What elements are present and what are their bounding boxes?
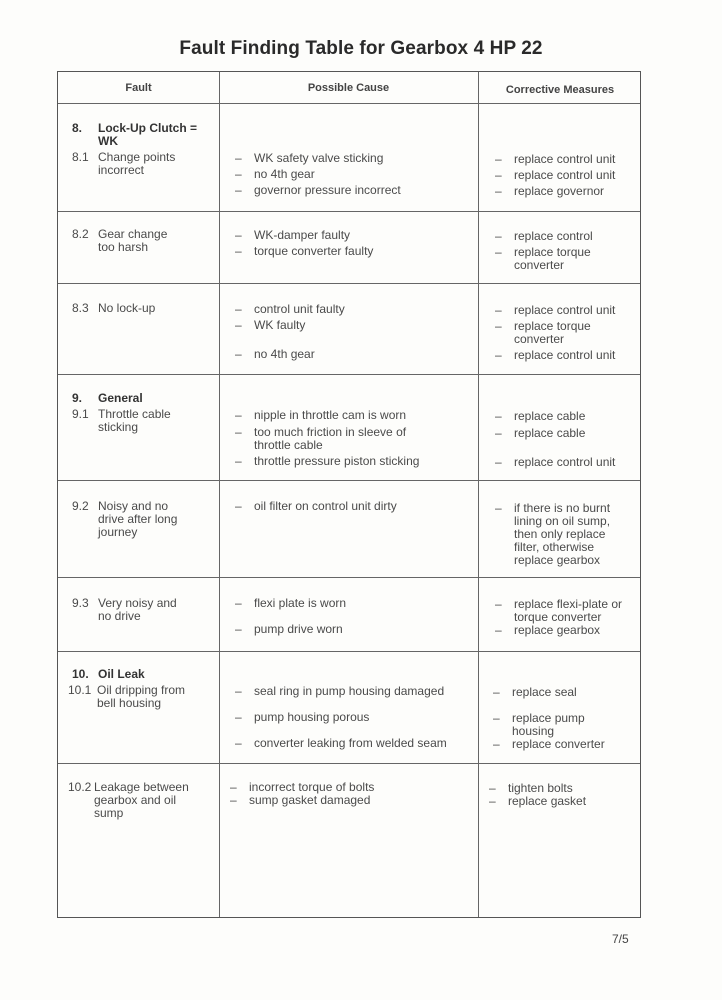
cause-text: too much friction in sleeve of throttle cable <box>254 425 407 452</box>
row-divider <box>58 283 640 284</box>
fault-item <box>72 302 208 315</box>
dash: – <box>235 244 242 258</box>
fault-text: No lock-up <box>98 301 156 315</box>
section-label: Lock-Up Clutch = WK <box>98 121 198 148</box>
dash: – <box>495 623 502 637</box>
measure-item <box>489 795 629 808</box>
cause-text: incorrect torque of bolts <box>249 780 375 794</box>
measure-text: replace seal <box>512 685 577 699</box>
fault-table <box>57 71 641 918</box>
dash: – <box>235 425 242 439</box>
measure-item <box>495 320 615 346</box>
cause-item <box>235 303 465 316</box>
section-heading <box>72 122 217 148</box>
dash: – <box>495 597 502 611</box>
cause-item <box>235 409 465 422</box>
fault-item <box>72 151 193 177</box>
column-divider <box>219 72 220 917</box>
dash: – <box>495 245 502 259</box>
measure-item <box>495 427 635 440</box>
page-number: 7/5 <box>612 932 629 946</box>
measure-text: if there is no burnt lining on oil sump, then only replace filter, otherwise replace gearbox <box>514 501 611 567</box>
cause-item <box>235 184 465 197</box>
dash: – <box>495 229 502 243</box>
cause-item <box>235 245 465 258</box>
cause-text: governor pressure incorrect <box>254 183 401 197</box>
measure-text: replace pump housing <box>512 711 585 738</box>
dash: – <box>235 183 242 197</box>
fault-text: Leakage between gearbox and oil sump <box>94 780 189 820</box>
fault-item <box>68 781 194 820</box>
dash: – <box>230 780 237 794</box>
cause-text: seal ring in pump housing damaged <box>254 684 445 698</box>
cause-item <box>235 348 465 361</box>
fault-number: 9.3 <box>72 596 89 610</box>
dash: – <box>235 710 242 724</box>
dash: – <box>230 793 237 807</box>
fault-number: 9.2 <box>72 499 89 513</box>
cause-text: throttle pressure piston sticking <box>254 454 420 468</box>
dash: – <box>495 455 502 469</box>
measure-item <box>495 230 635 243</box>
cause-item <box>230 794 465 807</box>
cause-text: control unit faulty <box>254 302 345 316</box>
dash: – <box>495 426 502 440</box>
measure-item <box>495 246 615 272</box>
measure-text: replace gasket <box>508 794 587 808</box>
cause-item <box>235 455 465 468</box>
fault-item <box>72 228 183 254</box>
cause-text: nipple in throttle cam is worn <box>254 408 407 422</box>
measure-text: tighten bolts <box>508 781 573 795</box>
measure-item <box>495 185 635 198</box>
cause-item <box>235 152 465 165</box>
cause-text: no 4th gear <box>254 347 315 361</box>
cause-text: WK-damper faulty <box>254 228 351 242</box>
dash: – <box>235 408 242 422</box>
fault-number: 8.1 <box>72 150 89 164</box>
measure-text: replace torque converter <box>514 245 591 272</box>
fault-text: Noisy and no drive after long journey <box>98 499 178 539</box>
section-label: General <box>98 391 143 405</box>
measure-item <box>495 153 635 166</box>
measure-item <box>495 169 635 182</box>
measure-text: replace control unit <box>514 455 616 469</box>
fault-number: 10.1 <box>68 683 92 697</box>
row-divider <box>58 374 640 375</box>
dash: – <box>495 319 502 333</box>
column-divider <box>478 72 479 917</box>
dash: – <box>235 347 242 361</box>
cause-text: sump gasket damaged <box>249 793 371 807</box>
dash: – <box>495 168 502 182</box>
measure-text: replace control unit <box>514 348 616 362</box>
fault-item <box>72 597 188 623</box>
section-number: 8. <box>72 121 83 135</box>
cause-text: converter leaking from welded seam <box>254 736 447 750</box>
dash: – <box>495 152 502 166</box>
fault-text: Very noisy and no drive <box>98 596 177 623</box>
measure-text: replace control unit <box>514 152 616 166</box>
dash: – <box>495 409 502 423</box>
cause-text: flexi plate is worn <box>254 596 347 610</box>
measure-item <box>495 456 635 469</box>
row-divider <box>58 651 640 652</box>
measure-text: replace governor <box>514 184 605 198</box>
cause-item <box>235 737 470 750</box>
section-number: 10. <box>72 667 89 681</box>
dash: – <box>235 302 242 316</box>
dash: – <box>235 454 242 468</box>
cause-text: no 4th gear <box>254 167 315 181</box>
section-number: 9. <box>72 391 83 405</box>
row-divider <box>58 577 640 578</box>
measure-item <box>493 712 603 738</box>
row-divider <box>58 480 640 481</box>
cause-item <box>235 229 465 242</box>
cause-item <box>235 500 465 513</box>
dash: – <box>495 501 502 515</box>
measure-text: replace flexi-plate or torque converter <box>514 597 623 624</box>
dash: – <box>235 318 242 332</box>
header-possible-cause: Possible Cause <box>307 81 390 94</box>
cause-item <box>235 168 465 181</box>
cause-text: oil filter on control unit dirty <box>254 499 397 513</box>
measure-item <box>495 502 620 567</box>
dash: – <box>489 781 496 795</box>
dash: – <box>495 184 502 198</box>
cause-item <box>235 711 470 724</box>
measure-item <box>495 349 635 362</box>
fault-text: Gear change too harsh <box>98 227 168 254</box>
measure-item <box>495 624 635 637</box>
dash: – <box>235 596 242 610</box>
measure-item <box>493 738 633 751</box>
fault-text: Change points incorrect <box>98 150 176 177</box>
measure-text: replace control <box>514 229 593 243</box>
fault-item <box>72 500 188 539</box>
measure-item <box>495 410 635 423</box>
dash: – <box>235 151 242 165</box>
page-title: Fault Finding Table for Gearbox 4 HP 22 <box>179 38 543 59</box>
cause-item <box>235 426 425 452</box>
measure-text: replace control unit <box>514 303 616 317</box>
measure-item <box>495 304 635 317</box>
fault-text: Oil dripping from bell housing <box>97 683 186 710</box>
cause-text: WK faulty <box>254 318 306 332</box>
fault-text: Throttle cable sticking <box>98 407 171 434</box>
dash: – <box>235 684 242 698</box>
dash: – <box>493 737 500 751</box>
fault-item <box>72 408 183 434</box>
section-label: Oil Leak <box>98 667 145 681</box>
dash: – <box>235 499 242 513</box>
row-divider <box>58 211 640 212</box>
dash: – <box>489 794 496 808</box>
row-divider <box>58 763 640 764</box>
fault-number: 9.1 <box>72 407 89 421</box>
fault-number: 8.2 <box>72 227 89 241</box>
cause-item <box>235 319 465 332</box>
dash: – <box>493 711 500 725</box>
dash: – <box>495 303 502 317</box>
measure-text: replace cable <box>514 409 586 423</box>
cause-text: torque converter faulty <box>254 244 374 258</box>
cause-text: pump housing porous <box>254 710 370 724</box>
fault-number: 8.3 <box>72 301 89 315</box>
dash: – <box>235 736 242 750</box>
dash: – <box>235 228 242 242</box>
dash: – <box>493 685 500 699</box>
measure-text: replace torque converter <box>514 319 591 346</box>
measure-item <box>493 686 633 699</box>
dash: – <box>235 622 242 636</box>
cause-text: WK safety valve sticking <box>254 151 384 165</box>
measure-text: replace cable <box>514 426 586 440</box>
section-heading <box>72 668 217 681</box>
measure-item <box>495 598 640 624</box>
measure-text: replace converter <box>512 737 605 751</box>
fault-number: 10.2 <box>68 780 92 794</box>
cause-item <box>235 685 470 698</box>
cause-item <box>235 623 465 636</box>
cause-text: pump drive worn <box>254 622 343 636</box>
measure-text: replace gearbox <box>514 623 601 637</box>
cause-item <box>235 597 465 610</box>
fault-item <box>68 684 202 710</box>
header-corrective-measures: Corrective Measures <box>505 83 615 96</box>
measure-text: replace control unit <box>514 168 616 182</box>
dash: – <box>495 348 502 362</box>
header-fault: Fault <box>125 81 152 94</box>
section-heading <box>72 392 217 405</box>
dash: – <box>235 167 242 181</box>
